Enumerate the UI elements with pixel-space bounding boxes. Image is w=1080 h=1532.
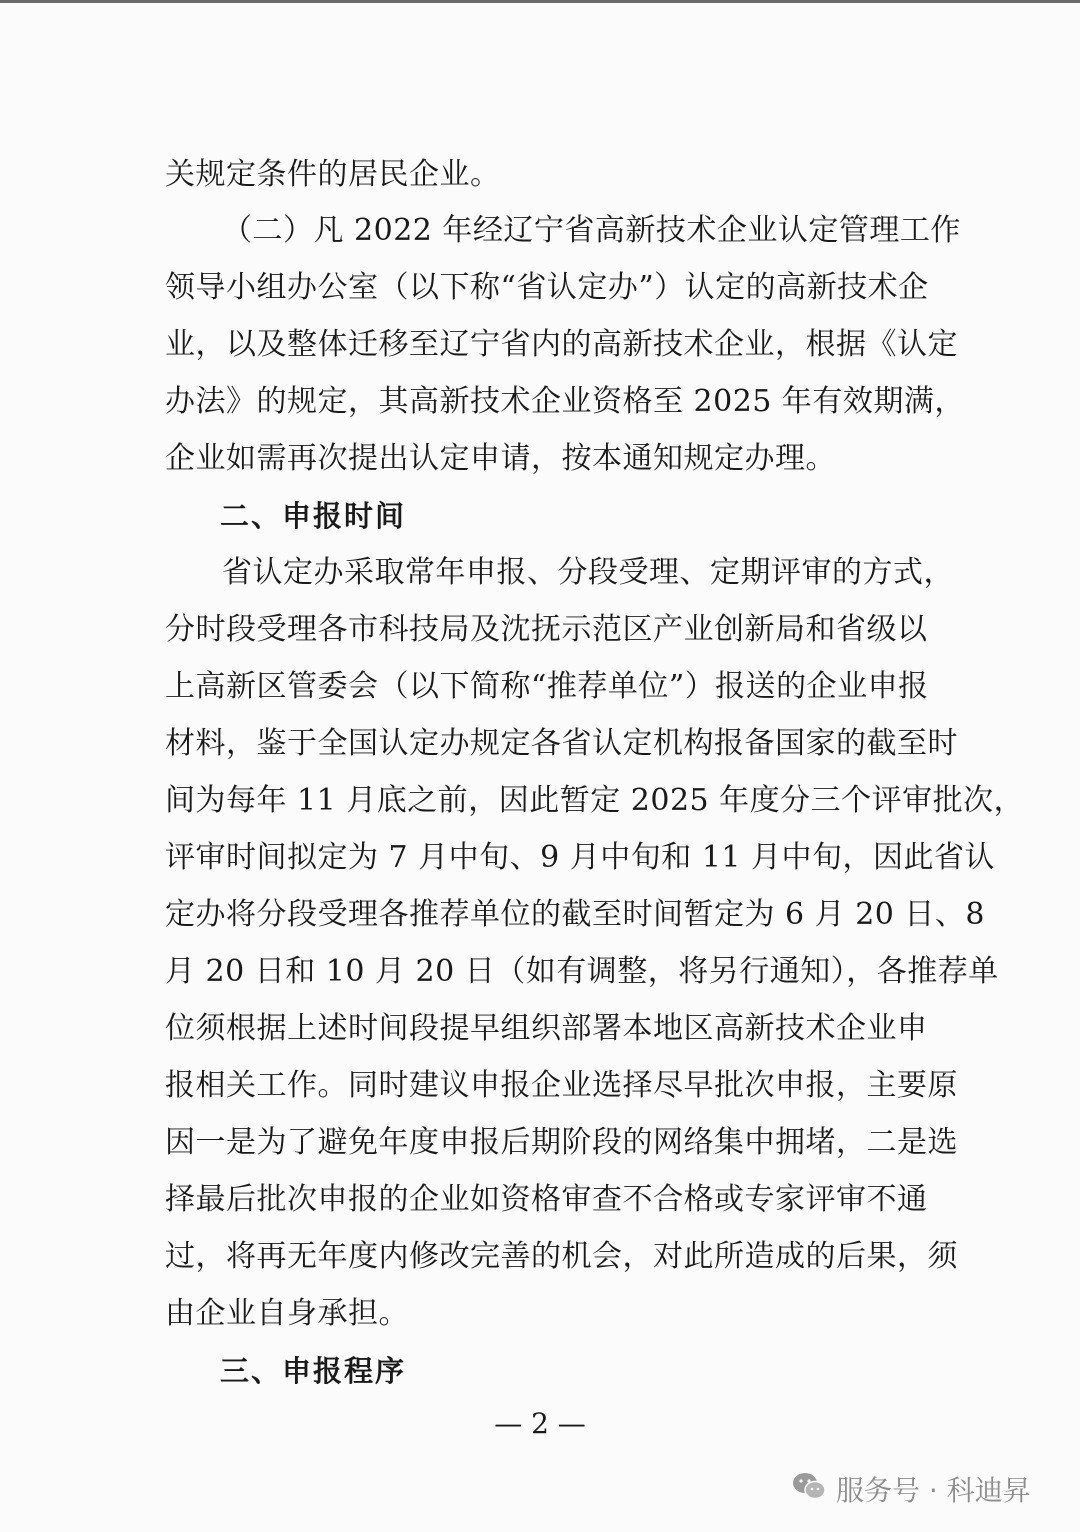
paragraph-line: 关规定条件的居民企业。 [165,157,501,192]
wechat-service-icon [792,1471,826,1508]
scan-edge [0,0,1080,3]
paragraph-line: 择最后批次申报的企业如资格审查不合格或专家评审不通 [165,1182,928,1217]
section-heading: 三、申报程序 [220,1354,407,1388]
watermark-text: 服务号 · 科迪昇 [836,1474,1031,1507]
section-heading: 二、申报时间 [220,499,407,533]
paragraph-line: 过，将再无年度内修改完善的机会，对此所造成的后果，须 [165,1239,958,1274]
paragraph-line: 定办将分段受理各推荐单位的截至时间暂定为 6 月 20 日、8 [165,897,985,932]
paragraph-line: 评审时间拟定为 7 月中旬、9 月中旬和 11 月中旬，因此省认 [165,840,996,875]
paragraph-line: 省认定办采取常年申报、分段受理、定期评审的方式， [222,555,954,590]
paragraph-line: 材料，鉴于全国认定办规定各省认定机构报备国家的截至时 [165,726,958,761]
paragraph-line: 业，以及整体迁移至辽宁省内的高新技术企业，根据《认定 [165,327,958,362]
paragraph-line: 位须根据上述时间段提早组织部署本地区高新技术企业申 [165,1011,928,1046]
paragraph-line: 因一是为了避免年度申报后期阶段的网络集中拥堵，二是选 [165,1125,958,1160]
paragraph-line: 办法》的规定，其高新技术企业资格至 2025 年有效期满， [165,384,965,419]
paragraph-line: 上高新区管委会（以下简称“推荐单位”）报送的企业申报 [165,669,929,704]
watermark [792,1464,1031,1514]
paragraph-line: 企业如需再次提出认定申请，按本通知规定办理。 [165,441,836,476]
page-number: — 2 — [494,1407,586,1440]
paragraph-line: 间为每年 11 月底之前，因此暂定 2025 年度分三个评审批次， [165,783,1025,818]
paragraph-line: 由企业自身承担。 [165,1296,409,1331]
paragraph-line: 领导小组办公室（以下称“省认定办”）认定的高新技术企 [165,270,929,305]
paragraph-line: 报相关工作。同时建议申报企业选择尽早批次申报，主要原 [165,1068,958,1103]
paragraph-line: （二）凡 2022 年经辽宁省高新技术企业认定管理工作 [222,213,961,248]
paragraph-line: 月 20 日和 10 月 20 日（如有调整，将另行通知），各推荐单 [165,954,999,989]
paragraph-line: 分时段受理各市科技局及沈抚示范区产业创新局和省级以 [165,612,928,647]
